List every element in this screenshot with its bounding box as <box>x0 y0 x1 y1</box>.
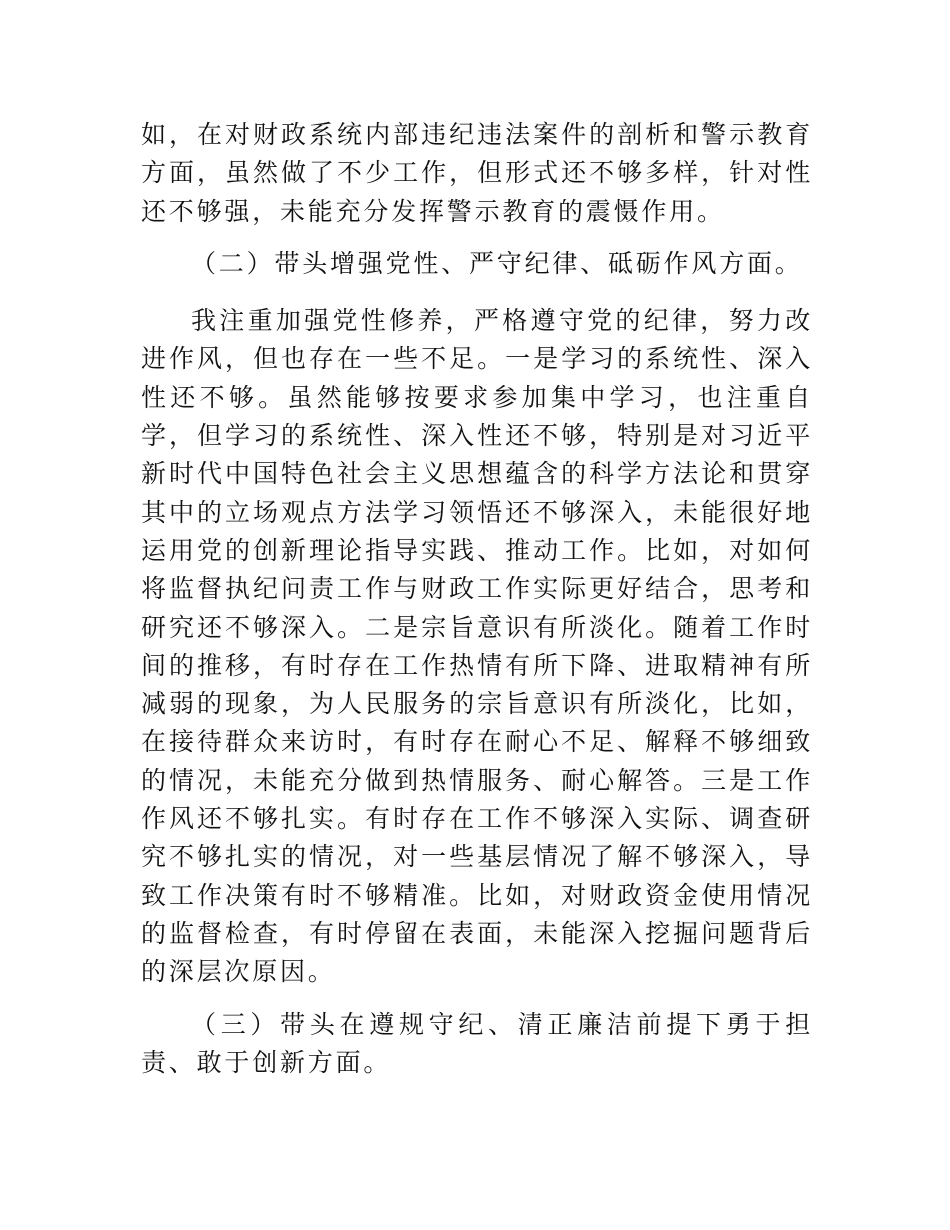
section-heading-two: （二）带头增强党性、严守纪律、砥砺作风方面。 <box>191 248 803 278</box>
paragraph-self-review: 我注重加强党性修养，严格遵守党的纪律，努力改进作风，但也存在一些不足。一是学习的系统性、深入性还不够。虽然能够按要求参加集中学习，也注重自学，但学习的系统性、深入性还不够，特别是对习近平新时代中国特色社会主义思想蕴含的科学方法论和贯穿其中的立场观点方法学习领悟还不够深入，未能很好地运用党的创新理论指导实践、推动工作。比如，对如何将监督执纪问责工作与财政工作实际更好结合，思考和研究还不够深入。二是宗旨意识有所淡化。随着工作时间的推移，有时存在工作热情有所下降、进取精神有所减弱的现象，为人民服务的宗旨意识有所淡化，比如，在接待群众来访时，有时存在耐心不足、解释不够细致的情况，未能充分做到热情服务、耐心解答。三是工作作风还不够扎实。有时存在工作不够深入实际、调查研究不够扎实的情况，对一些基层情况了解不够深入，导致工作决策有时不够精准。比如，对财政资金使用情况的监督检查，有时停留在表面，未能深入挖掘问题背后的深层次原因。 <box>141 306 813 987</box>
section-heading-three: （三）带头在遵规守纪、清正廉洁前提下勇于担责、敢于创新方面。 <box>141 1009 813 1077</box>
document-body <box>141 116 813 1082</box>
paragraph-continuation: 如，在对财政系统内部违纪违法案件的剖析和警示教育方面，虽然做了不少工作，但形式还不够多样，针对性还不够强，未能充分发挥警示教育的震慑作用。 <box>141 120 813 226</box>
